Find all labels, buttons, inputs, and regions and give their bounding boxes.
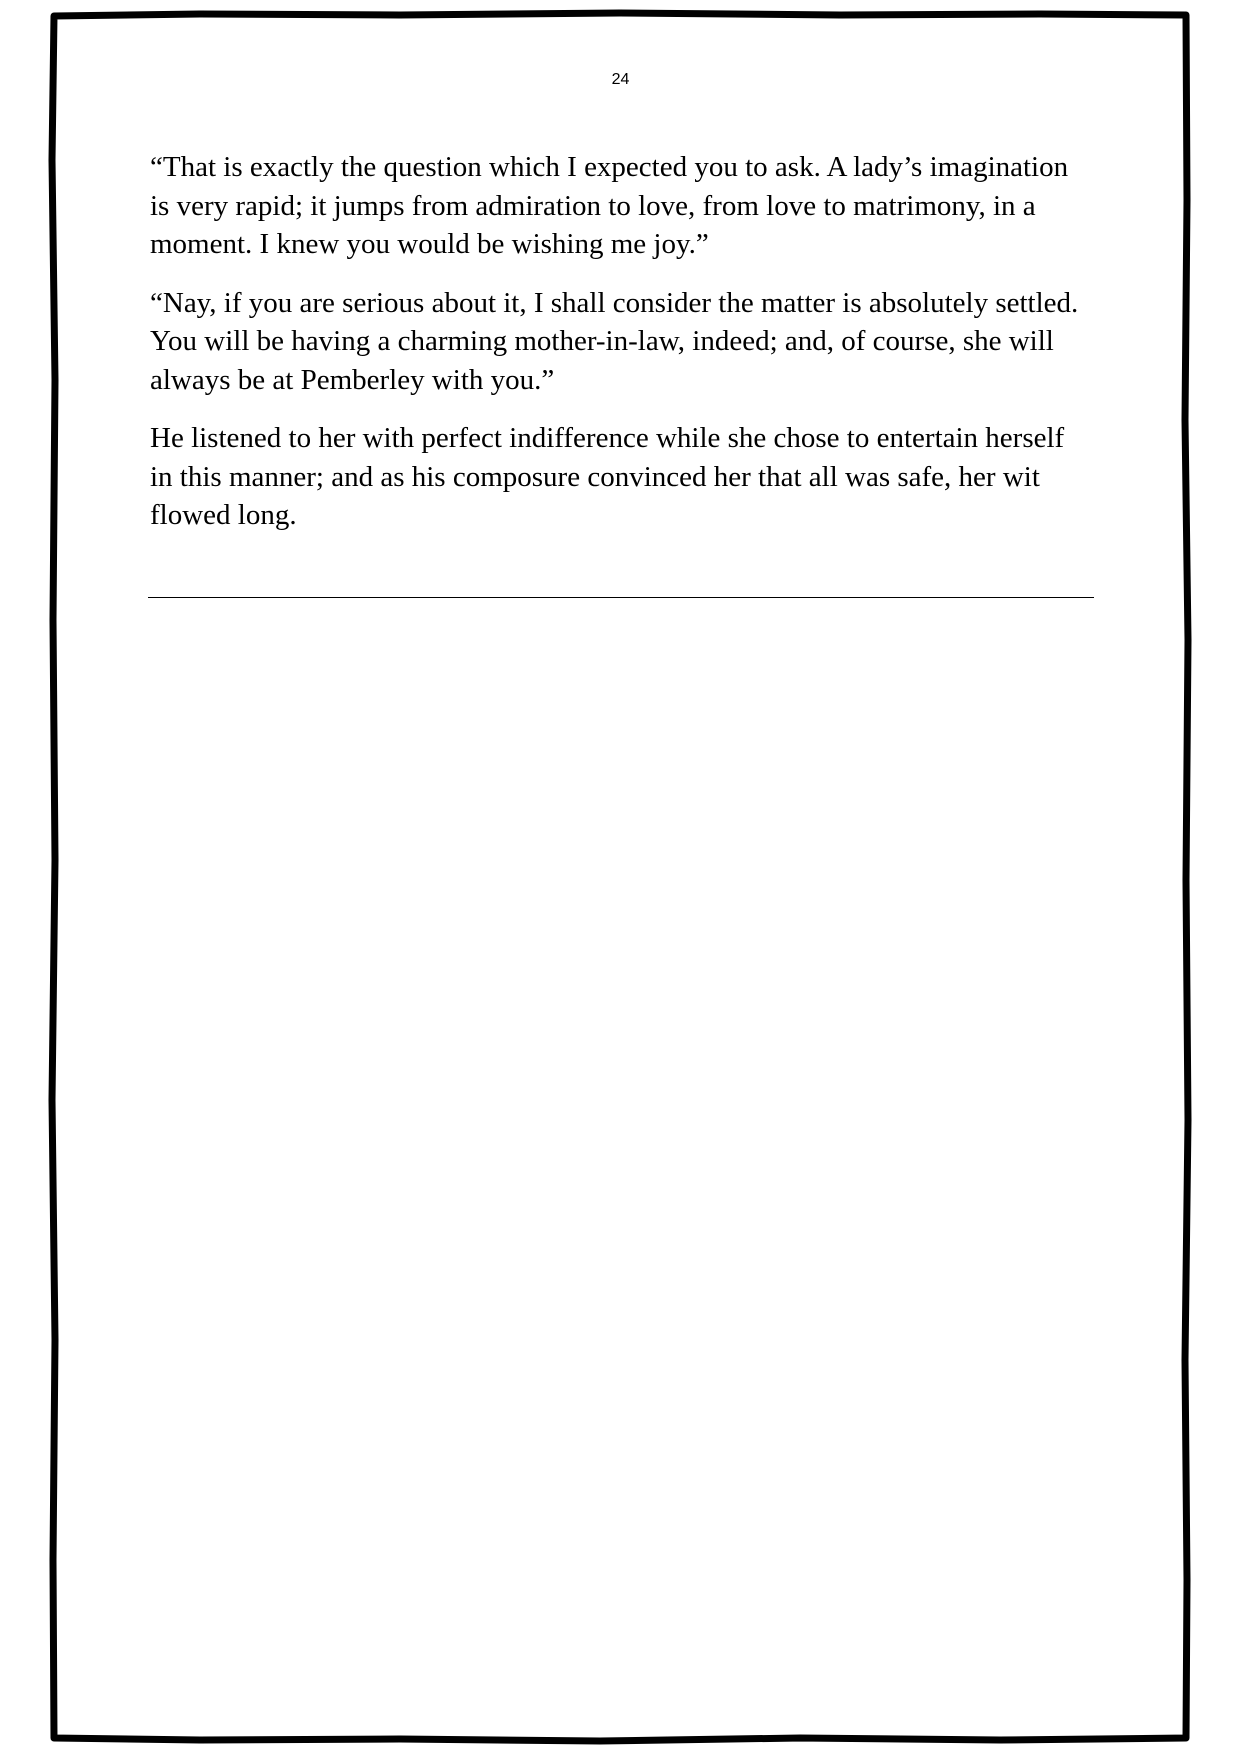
page-number: 24 [611, 71, 630, 88]
horizontal-rule [148, 597, 1094, 598]
paragraph: “That is exactly the question which I expected you to ask. A lady’s imagination is very rapid; it jumps from admiration to love, from love to matrimony, in a moment. I knew you would be wishing me joy.” [150, 151, 1069, 260]
text-body [150, 148, 1090, 555]
paragraph: “Nay, if you are serious about it, I shall consider the matter is absolutely settled. You will be having a charming mother-in-law, indeed; and, of course, she will always be at Pemberley with you.” [150, 286, 1079, 396]
paragraph: He listened to her with perfect indifference while she chose to entertain herself in this manner; and as his composure convinced her that all was safe, her wit flowed long. [150, 422, 1065, 531]
